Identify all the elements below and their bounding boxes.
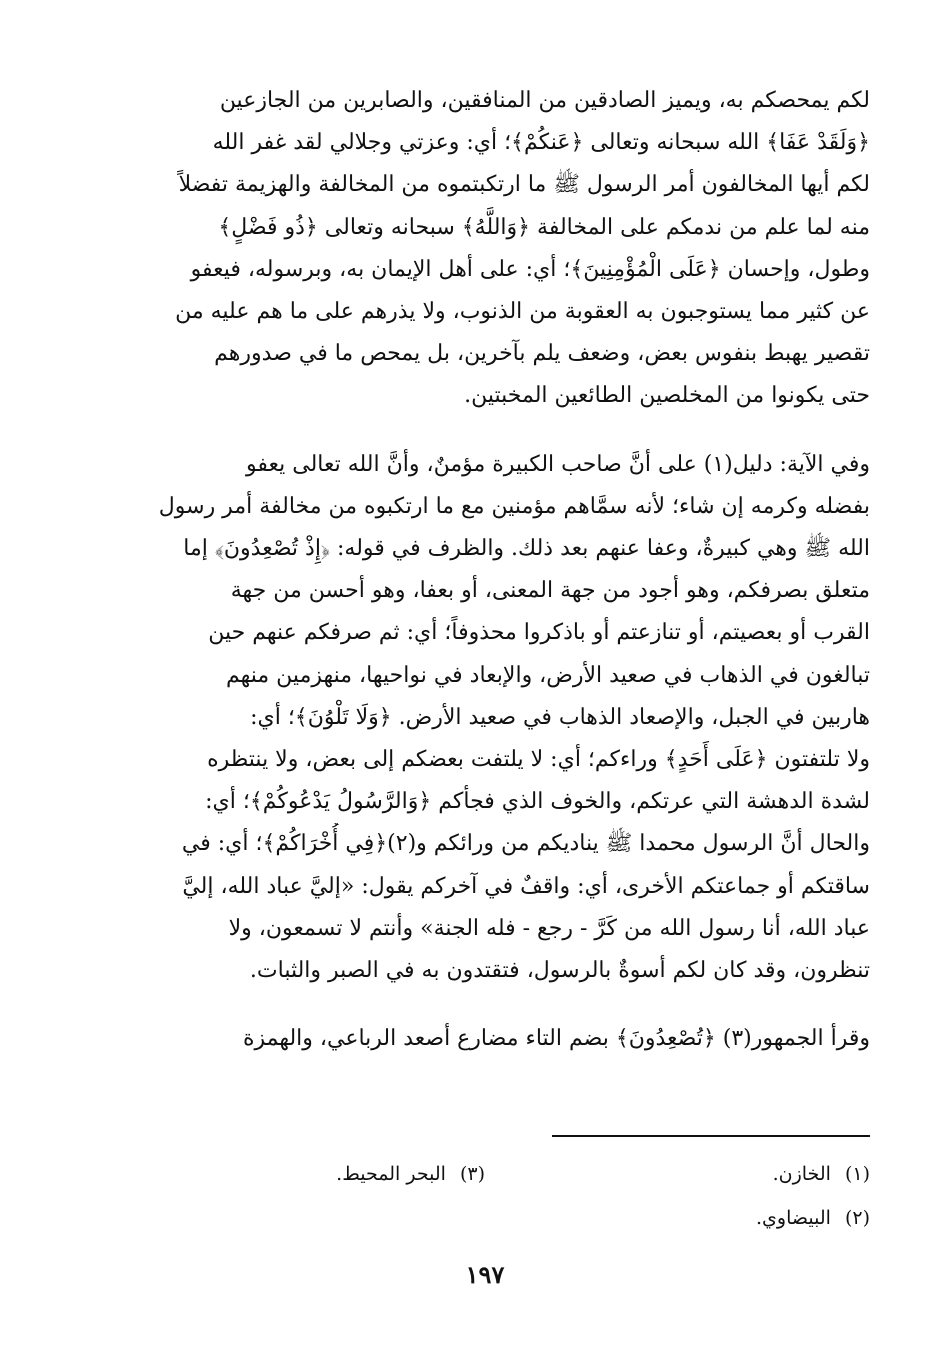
footnote-number: (١): [844, 1163, 870, 1185]
footnote-text: البحر المحيط.: [336, 1163, 446, 1185]
footnote-row: [100, 1196, 870, 1240]
footnote-3: [100, 1152, 485, 1196]
paragraph-2: [100, 444, 870, 993]
text-line: لشدة الدهشة التي عرتكم، والخوف الذي فجأكم ﴿وَالرَّسُولُ يَدْعُوكُمْ﴾؛ أي:: [205, 789, 870, 815]
text-line: ﴿وَلَقَدْ عَفَا﴾ الله سبحانه وتعالى ﴿عَنكُمْ﴾؛ أي: وعزتي وجلالي لقد غفر الله: [212, 130, 870, 156]
footnote-text: الخازن.: [772, 1163, 831, 1185]
text-line: وطول، وإحسان ﴿عَلَى الْمُؤْمِنِينَ﴾؛ أي: على أهل الإيمان به، وبرسوله، فيعفو: [190, 256, 870, 282]
text-line: لكم أيها المخالفون أمر الرسول ﷺ ما ارتكبتموه من المخالفة والهزيمة تفضلاً: [178, 172, 870, 198]
text-line: ساقتكم أو جماعتكم الأخرى، أي: واقفٌ في آخركم يقول: «إليَّ عباد الله، إليَّ: [182, 873, 870, 899]
text-line: والحال أنَّ الرسول محمدا ﷺ يناديكم من ورائكم و(٢)﴿فِي أُخْرَاكُمْ﴾؛ أي: في: [181, 831, 870, 857]
text-line: وفي الآية: دليل(١) على أنَّ صاحب الكبيرة مؤمنٌ، وأنَّ الله تعالى يعفو: [246, 451, 870, 477]
page-body: [100, 80, 870, 1320]
footnote-text: البيضاوي.: [756, 1207, 831, 1229]
footnotes: [100, 1152, 870, 1240]
text-line: عن كثير مما يستوجبون به العقوبة من الذنوب، ولا يذرهم على ما هم عليه من: [175, 299, 870, 325]
paragraph-1: [100, 80, 870, 418]
text-line: وقرأ الجمهور(٣) ﴿تُصْعِدُونَ﴾ بضم التاء مضارع أصعد الرباعي، والهمزة: [242, 1026, 870, 1052]
text-line: هاربين في الجبل، والإصعاد الذهاب في صعيد الأرض. ﴿وَلَا تَلْوُنَ﴾؛ أي:: [250, 704, 870, 730]
text-line: حتى يكونوا من المخلصين الطائعين المخبتين.: [464, 383, 870, 409]
text-line: القرب أو بعصيتم، أو تنازعتم أو باذكروا محذوفاً؛ أي: ثم صرفكم عنهم حين: [208, 620, 870, 646]
footnote-number: (٣): [459, 1163, 485, 1185]
footnote-row: [100, 1152, 870, 1196]
text-line: تقصير يهبط بنفوس بعض، وضعف يلم بآخرين، بل يمحص ما في صدورهم: [214, 341, 870, 367]
text-line: بفضله وكرمه إن شاء؛ لأنه سمَّاهم مؤمنين مع ما ارتكبوه من مخالفة أمر رسول: [158, 493, 870, 519]
page-number: ١٩٧: [465, 1260, 505, 1289]
text-line: لكم يمحصكم به، ويميز الصادقين من المنافقين، والصابرين من الجازعين: [219, 88, 870, 113]
text-line: عباد الله، أنا رسول الله من كَرَّ - رجع - فله الجنة» وأنتم لا تسمعون، ولا: [228, 915, 870, 941]
text-line: تنظرون، وقد كان لكم أسوةٌ بالرسول، فتقتدون به في الصبر والثبات.: [249, 958, 870, 984]
paragraph-3: [100, 1018, 870, 1060]
footnote-2: [450, 1196, 870, 1240]
text-line: منه لما علم من ندمكم على المخالفة ﴿وَاللَّهُ﴾ سبحانه وتعالى ﴿ذُو فَضْلٍ﴾: [218, 214, 870, 240]
text-line: تبالغون في الذهاب في صعيد الأرض، والإبعاد في نواحيها، منهزمين منهم: [225, 662, 870, 688]
footnote-divider: [552, 1135, 870, 1137]
footnote-1: [485, 1152, 870, 1196]
text-line: الله ﷺ وهي كبيرةٌ، وعفا عنهم بعد ذلك. والظرف في قوله: ﴿إِذْ تُصْعِدُونَ﴾ إما: [183, 536, 870, 562]
footnote-number: (٢): [844, 1207, 870, 1229]
text-line: متعلق بصرفكم، وهو أجود من جهة المعنى، أو بعفا، وهو أحسن من جهة: [230, 578, 870, 604]
text-line: ولا تلتفتون ﴿عَلَى أَحَدٍ﴾ وراءكم؛ أي: لا يلتفت بعضكم إلى بعض، ولا ينتظره: [207, 747, 870, 773]
